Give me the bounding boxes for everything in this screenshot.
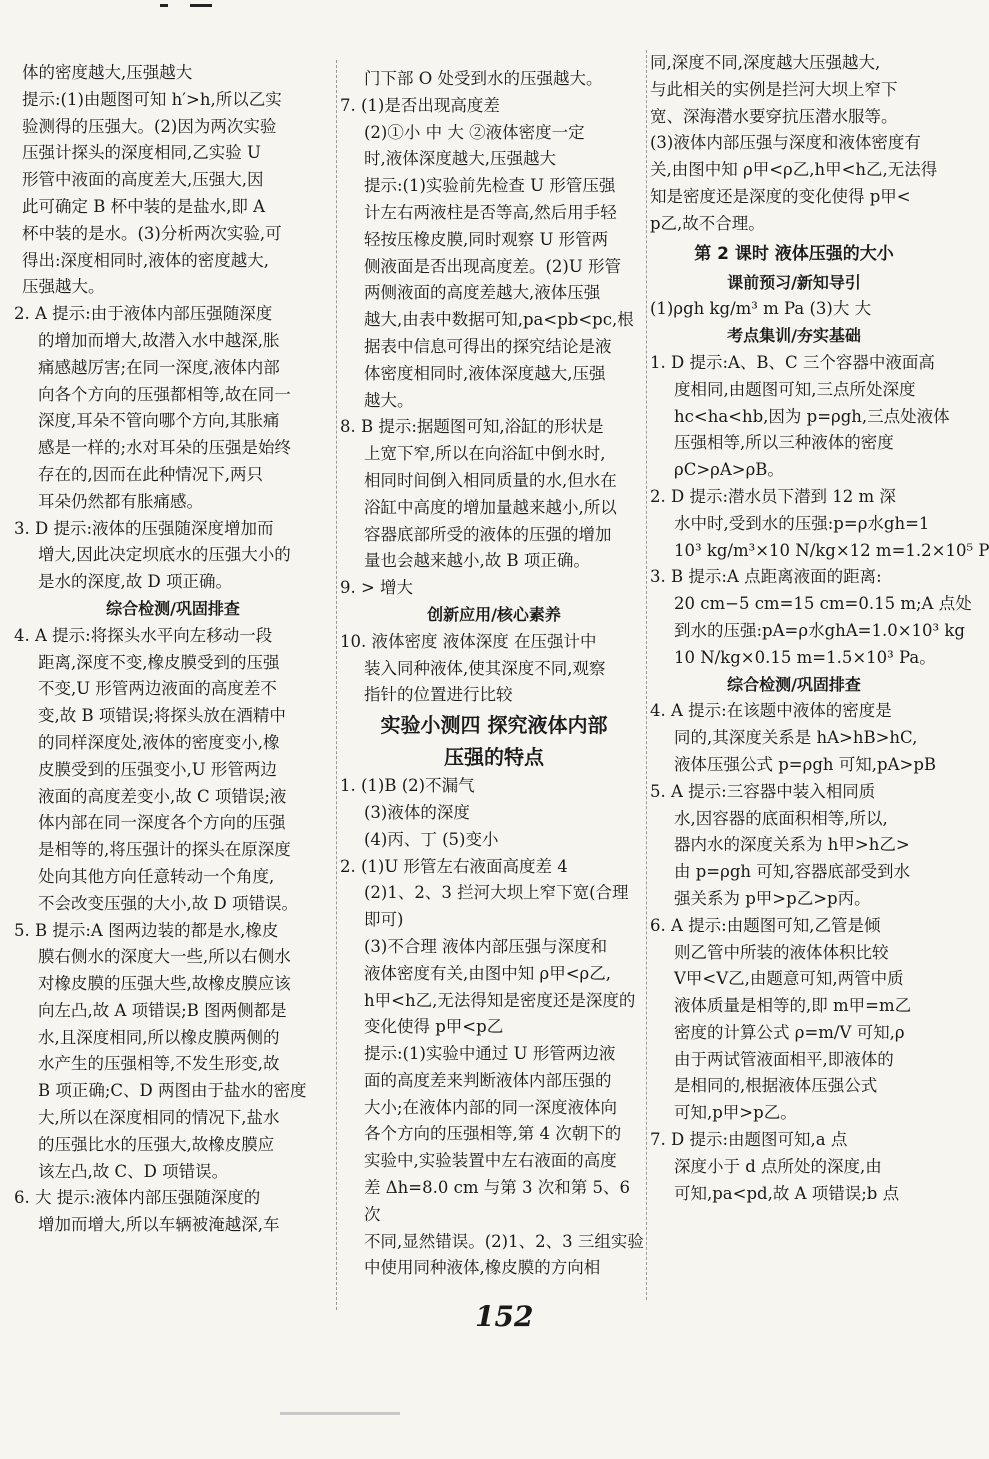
text-line: 体密度相同时,液体深度越大,压强 <box>364 363 606 383</box>
text-line: 液体质量是相等的,即 m甲=m乙 <box>674 996 912 1016</box>
answer-item-e1: 1. (1)B (2)不漏气 <box>340 776 475 796</box>
text-line: (2)1、2、3 拦河大坝上窄下宽(合理 <box>364 883 629 903</box>
experiment-title: 实验小测四 探究液体内部 <box>380 713 608 738</box>
text-line: 密度的计算公式 ρ=m/V 可知,ρ <box>674 1022 905 1042</box>
text-line: 由于两试管液面相平,即液体的 <box>674 1049 894 1069</box>
text-line: B 项正确;C、D 两图由于盐水的密度 <box>38 1081 307 1101</box>
text-line: V甲<V乙,由题意可知,两管中质 <box>674 969 904 989</box>
text-line: (3)液体内部压强与深度和液体密度有 <box>650 133 921 153</box>
text-line: 则乙管中所装的液体体积比较 <box>674 942 889 962</box>
text-line: 大小;在液体内部的同一深度液体向 <box>364 1097 618 1117</box>
answer-item-2: 2. D 提示:潜水员下潜到 12 m 深 <box>650 486 896 506</box>
answer-item-2: 2. A 提示:由于液体内部压强随深度 <box>14 304 273 324</box>
text-line: 向各个方向的压强都相等,故在同一 <box>38 384 291 404</box>
text-line: 上宽下窄,所以在向浴缸中倒水时, <box>364 444 606 464</box>
section-heading: 考点集训/夯实基础 <box>727 326 861 346</box>
text-line: 变化使得 p甲<p乙 <box>364 1017 504 1037</box>
text-line: 压强相等,所以三种液体的密度 <box>674 433 894 453</box>
text-line: 差 Δh=8.0 cm 与第 3 次和第 5、6 次 <box>364 1178 630 1224</box>
text-line: 面的高度差来判断液体内部压强的 <box>364 1070 612 1090</box>
text-line: 同的,其深度关系是 hA>hB>hC, <box>674 728 918 748</box>
text-line: hc<ha<hb,因为 p=ρgh,三点处液体 <box>674 406 950 426</box>
text-line: 体内部在同一深度各个方向的压强 <box>38 813 286 833</box>
text-line: 水,因容器的底面积相等,所以, <box>674 808 888 828</box>
text-line: 大,所以在深度相同的情况下,盐水 <box>38 1108 280 1128</box>
answer-item-5: 5. B 提示:A 图两边装的都是水,橡皮 <box>14 920 279 940</box>
text-line: 痛感越厉害;在同一深度,液体内部 <box>38 357 280 377</box>
text-line: 知是密度还是深度的变化使得 p甲< <box>650 186 911 206</box>
text-line: (1)ρgh kg/m³ m Pa (3)大 大 <box>650 299 872 319</box>
section-heading: 课前预习/新知导引 <box>727 272 861 292</box>
answer-item-e2: 2. (1)U 形管左右液面高度差 4 <box>340 856 568 876</box>
text-line: 器内水的深度关系为 h甲>h乙> <box>674 835 910 855</box>
text-line: 浴缸中高度的增加量越来越小,所以 <box>364 497 617 517</box>
text-line: 的压强比水的压强大,故橡皮膜应 <box>38 1134 275 1154</box>
text-line: p乙,故不合理。 <box>650 213 765 233</box>
text-line: 得出:深度相同时,液体的密度越大, <box>22 250 270 270</box>
experiment-title-line2: 压强的特点 <box>444 745 544 770</box>
text-line: 液面的高度差变小,故 C 项错误;液 <box>38 786 287 806</box>
lesson-title: 第 2 课时 液体压强的大小 <box>694 243 894 264</box>
answer-column-1 <box>14 60 332 1239</box>
answer-column-2 <box>340 66 648 1282</box>
text-line: 是相等的,将压强计的探头在原深度 <box>38 840 291 860</box>
text-line: 同,深度不同,深度越大压强越大, <box>650 53 881 72</box>
text-line: 膜右侧水的深度大一些,所以右侧水 <box>38 947 291 967</box>
text-line: 实验中,实验装置中左右液面的高度 <box>364 1151 617 1171</box>
answer-item-8: 8. B 提示:据题图可知,浴缸的形状是 <box>340 417 604 437</box>
text-line: 计左右两液柱是否等高,然后用手轻 <box>364 202 617 222</box>
text-line: (2)①小 中 大 ②液体密度一定 <box>364 122 585 142</box>
text-line: 装入同种液体,使其深度不同,观察 <box>364 658 606 678</box>
text-line: 此可确定 B 杯中装的是盐水,即 A <box>22 196 266 216</box>
text-line: 该左凸,故 C、D 项错误。 <box>38 1161 229 1181</box>
text-line: 量也会越来越小,故 B 项正确。 <box>364 551 590 571</box>
text-line: 水产生的压强相等,不发生形变,故 <box>38 1054 280 1074</box>
text-line: 可知,pa<pd,故 A 项错误;b 点 <box>674 1183 900 1203</box>
text-line: 液体压强公式 p=ρgh 可知,pA>pB <box>674 754 937 774</box>
answer-item-7: 7. (1)是否出现高度差 <box>340 95 500 115</box>
text-line: 压强计探头的深度相同,乙实验 U <box>22 143 261 163</box>
text-line: 液体密度有关,由图中知 ρ甲<ρ乙, <box>364 963 611 983</box>
text-line: 是水的深度,故 D 项正确。 <box>38 572 232 592</box>
text-line: 对橡皮膜的压强大些,故橡皮膜应该 <box>38 974 291 994</box>
answer-item-5: 5. A 提示:三容器中装入相同质 <box>650 781 876 801</box>
text-line: 即可) <box>364 910 404 930</box>
text-line: 深度,耳朵不管向哪个方向,其胀痛 <box>38 411 280 431</box>
text-line: 轻按压橡皮膜,同时观察 U 形管两 <box>364 229 609 249</box>
text-line: 侧液面是否出现高度差。(2)U 形管 <box>364 256 622 276</box>
hint-line: 提示:(1)由题图可知 h′>h,所以乙实 <box>22 89 282 109</box>
text-line: 与此相关的实例是拦河大坝上窄下 <box>650 79 898 99</box>
text-line: 水中时,受到水的压强:p=ρ水gh=1 <box>674 513 930 533</box>
section-heading: 创新应用/核心素养 <box>427 604 561 624</box>
text-line: 不同,显然错误。(2)1、2、3 三组实验 <box>364 1231 644 1251</box>
section-heading: 综合检测/巩固排查 <box>727 674 861 694</box>
text-line: h甲<h乙,无法得知是密度还是深度的 <box>364 990 636 1010</box>
text-line: 相同时间倒入相同质量的水,但水在 <box>364 470 617 490</box>
column-divider-1 <box>336 60 337 1310</box>
text-line: 容器底部所受的液体的压强的增加 <box>364 524 612 544</box>
text-line: 皮膜受到的压强变小,U 形管两边 <box>38 759 277 779</box>
text-line: 杯中装的是水。(3)分析两次实验,可 <box>22 223 282 243</box>
text-line: 宽、深海潜水要穿抗压潜水服等。 <box>650 106 898 126</box>
text-line: 深度小于 d 点所处的深度,由 <box>674 1156 882 1176</box>
text-line: 越大,由表中数据可知,pa<pb<pc,根 <box>364 310 634 330</box>
top-crop-marks <box>160 4 220 12</box>
text-line: (3)不合理 液体内部压强与深度和 <box>364 936 608 956</box>
text-line: 到水的压强:pA=ρ水ghA=1.0×10³ kg <box>674 620 965 640</box>
answer-item-6: 6. 大 提示:液体内部压强随深度的 <box>14 1188 261 1208</box>
text-line: 耳朵仍然都有胀痛感。 <box>38 491 203 511</box>
section-heading: 综合检测/巩固排查 <box>106 598 240 618</box>
answer-item-7: 7. D 提示:由题图可知,a 点 <box>650 1130 848 1150</box>
page-number: 152 <box>475 1300 534 1333</box>
text-line: 是相同的,根据液体压强公式 <box>674 1076 878 1096</box>
text-line: 强关系为 p甲>p乙>p丙。 <box>674 888 871 908</box>
answer-item-4: 4. A 提示:在该题中液体的密度是 <box>650 701 892 721</box>
text-line: 压强越大。 <box>22 277 105 297</box>
answer-item-1: 1. D 提示:A、B、C 三个容器中液面高 <box>650 352 935 372</box>
text-line: 不变,U 形管两边液面的高度差不 <box>38 679 277 699</box>
answer-item-10: 10. 液体密度 液体深度 在压强计中 <box>340 631 597 651</box>
text-line: 关,由图中知 ρ甲<ρ乙,h甲<h乙,无法得 <box>650 160 938 180</box>
answer-item-4: 4. A 提示:将探头水平向左移动一段 <box>14 625 273 645</box>
answer-item-6: 6. A 提示:由题图可知,乙管是倾 <box>650 915 881 935</box>
text-line: 体的密度越大,压强越大 <box>22 63 193 82</box>
answer-item-3: 3. B 提示:A 点距离液面的距离: <box>650 567 882 587</box>
text-line: 时,液体深度越大,压强越大 <box>364 149 556 169</box>
text-line: 20 cm−5 cm=15 cm=0.15 m;A 点处 <box>674 594 972 614</box>
text-line: 水,且深度相同,所以橡皮膜两侧的 <box>38 1027 280 1047</box>
text-line: 不会改变压强的大小,故 D 项错误。 <box>38 893 298 913</box>
text-line: (4)丙、丁 (5)变小 <box>364 829 499 849</box>
text-line: 处向其他方向任意转动一个角度, <box>38 866 275 886</box>
text-line: 的增加而增大,故潜入水中越深,胀 <box>38 330 280 350</box>
hint-line: 提示:(1)实验前先检查 U 形管压强 <box>364 176 616 196</box>
text-line: 距离,深度不变,橡皮膜受到的压强 <box>38 652 280 672</box>
text-line: 由 p=ρgh 可知,容器底部受到水 <box>674 862 911 882</box>
text-line: 10 N/kg×0.15 m=1.5×10³ Pa。 <box>674 647 936 667</box>
text-line: 越大。 <box>364 390 414 410</box>
answer-column-3 <box>650 50 989 1310</box>
text-line: 变,故 B 项错误;将探头放在酒精中 <box>38 706 286 726</box>
text-line: 门下部 O 处受到水的压强越大。 <box>364 69 603 88</box>
text-line: 可知,p甲>p乙。 <box>674 1103 797 1123</box>
hint-line: 提示:(1)实验中通过 U 形管两边液 <box>364 1044 616 1064</box>
answer-item-9: 9. > 增大 <box>340 578 414 598</box>
text-line: 两侧液面的高度差越大,液体压强 <box>364 283 601 303</box>
text-line: 感是一样的;水对耳朵的压强是始终 <box>38 438 292 458</box>
text-line: 中使用同种液体,橡皮膜的方向相 <box>364 1258 601 1278</box>
text-line: (3)液体的深度 <box>364 802 470 822</box>
text-line: 验测得的压强大。(2)因为两次实验 <box>22 116 277 136</box>
text-line: ρC>ρA>ρB。 <box>674 460 784 480</box>
text-line: 各个方向的压强相等,第 4 次朝下的 <box>364 1124 622 1144</box>
text-line: 向左凸,故 A 项错误;B 图两侧都是 <box>38 1000 287 1020</box>
text-line: 存在的,因而在此种情况下,两只 <box>38 464 263 484</box>
bottom-crop-mark <box>280 1412 400 1415</box>
text-line: 的同样深度处,液体的密度变小,橡 <box>38 732 280 752</box>
text-line: 度相同,由题图可知,三点所处深度 <box>674 379 916 399</box>
text-line: 据表中信息可得出的探究结论是液 <box>364 336 612 356</box>
text-line: 增大,因此决定坝底水的压强大小的 <box>38 545 291 565</box>
text-line: 指针的位置进行比较 <box>364 685 513 705</box>
answer-item-3: 3. D 提示:液体的压强随深度增加而 <box>14 518 274 538</box>
text-line: 形管中液面的高度差大,压强大,因 <box>22 170 264 190</box>
text-line: 增加而增大,所以车辆被淹越深,车 <box>38 1215 280 1235</box>
text-line: 10³ kg/m³×10 N/kg×12 m=1.2×10⁵ P <box>674 540 989 560</box>
